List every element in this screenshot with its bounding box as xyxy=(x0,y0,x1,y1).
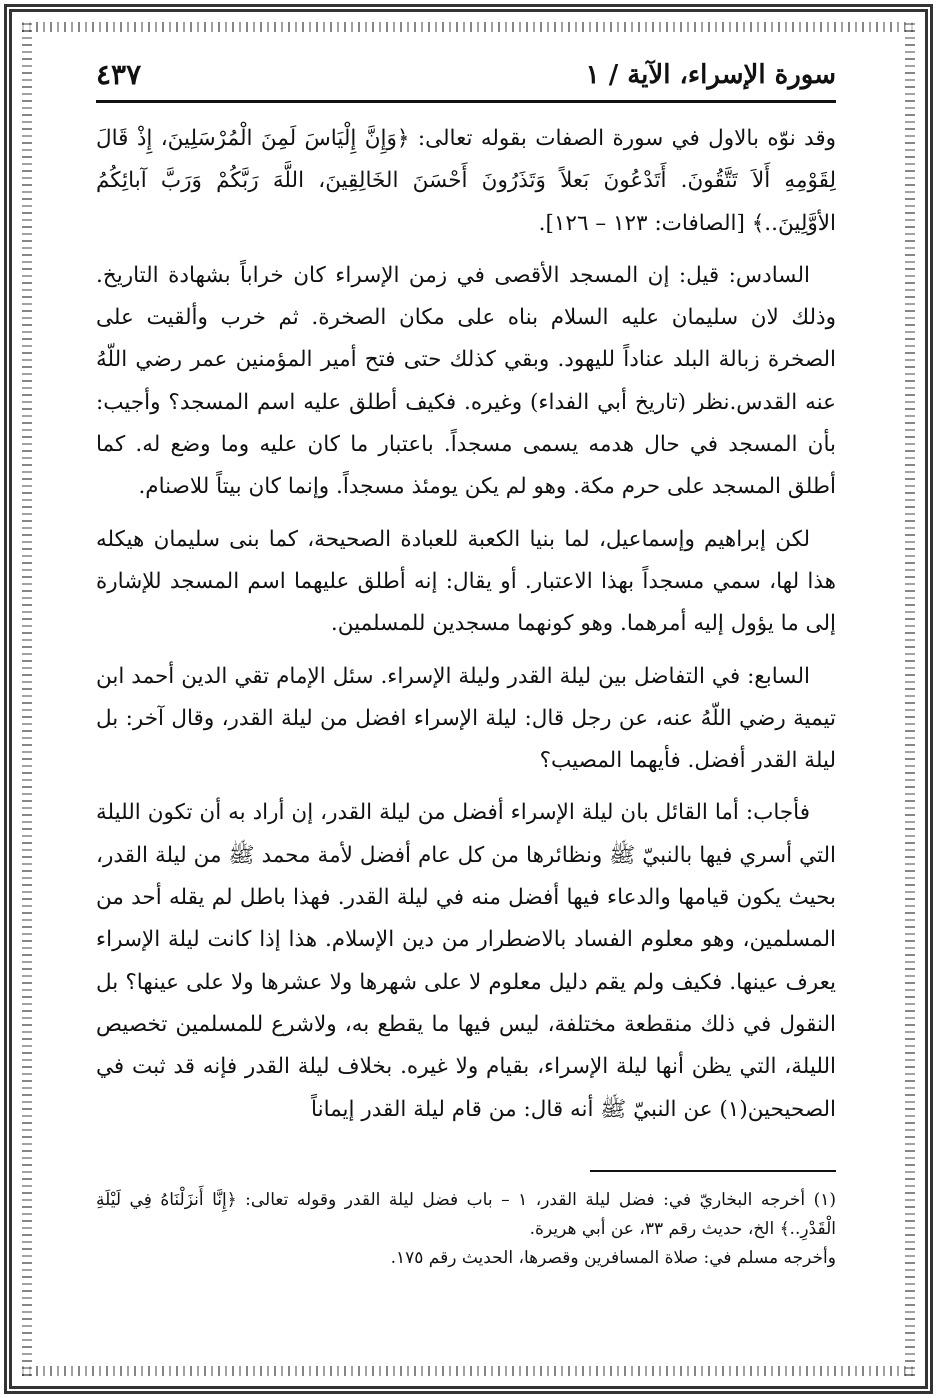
paragraph-2: السادس: قيل: إن المسجد الأقصى في زمن الإسراء كان خراباً بشهادة التاريخ. وذلك لان سليمان عليه السلام بناه على مكان الصخرة. ثم خرب وألقيت على الصخرة زبالة البلد عناداً لليهود. وبقي كذلك حتى فتح أمير المؤمنين عمر رضي اللّهُ عنه القدس.نظر (تاريخ أبي الفداء) وغيره. فكيف أطلق عليه اسم المسجد؟ وأجيب: بأن المسجد في حال هدمه يسمى مسجداً. باعتبار ما كان عليه وما وضع له. كما أطلق المسجد على حرم مكة. وهو لم يكن يومئذ مسجداً. وإنما كان بيتاً للاصنام. xyxy=(96,262,836,500)
footnote-2: وأخرجه مسلم في: صلاة المسافرين وقصرها، الحديث رقم ١٧٥. xyxy=(390,1248,836,1268)
ornamental-border-bottom xyxy=(22,1366,915,1376)
ornamental-border-left xyxy=(22,22,32,1376)
ornamental-border-right xyxy=(905,22,915,1376)
paragraph-1: وقد نوّه بالاول في سورة الصفات بقوله تعالى: ﴿وَإِنَّ إِلْيَاسَ لَمِنَ الْمُرْسَلِينَ، إِذْ قَالَ لِقَوْمِهِ أَلاَ تَتَّقُونَ. أَتَدْعُونَ بَعلاً وَتَذَرُونَ أَحْسَنَ الخَالِقِينَ، اللَّهَ رَبَّكُمْ وَرَبَّ آبائِكُمُ الأوَّلِينَ..﴾ [الصافات: ١٢٣ – ١٢٦]. xyxy=(96,126,836,236)
ornamental-border-top xyxy=(22,22,915,32)
running-title: سورة الإسراء، الآية / ١ xyxy=(585,60,836,90)
page-number: ٤٣٧ xyxy=(96,58,142,91)
footnotes xyxy=(96,1186,836,1273)
main-text xyxy=(96,118,836,1141)
paragraph-4: السابع: في التفاضل بين ليلة القدر وليلة الإسراء. سئل الإمام تقي الدين أحمد ابن تيمية رضي اللّهُ عنه، عن رجل قال: ليلة الإسراء افضل من ليلة القدر، وقال آخر: بل ليلة القدر أفضل. فأيهما المصيب؟ xyxy=(96,663,836,774)
page-header xyxy=(96,56,836,102)
paragraph-5: فأجاب: أما القائل بان ليلة الإسراء أفضل من ليلة القدر، إن أراد به أن تكون الليلة التي أسري فيها بالنبيّ ﷺ ونظائرها من كل عام أفضل لأمة محمد ﷺ من ليلة القدر، بحيث يكون قيامها والدعاء فيها أفضل منه في ليلة القدر. فهذا باطل لم يقله أحد من المسلمين، وهو معلوم الفساد بالاضطرار من دين الإسلام. هذا إذا كانت ليلة الإسراء يعرف عينها. فكيف ولم يقم دليل معلوم لا على شهرها ولا عشرها ولا على عينها؟ بل النقول في ذلك منقطعة مختلفة، ليس فيها ما يقطع به، ولاشرع للمسلمين تخصيص الليلة، التي يظن أنها ليلة الإسراء، بقيام ولا غيره. بخلاف ليلة القدر فإنه قد ثبت في الصحيحين(١) عن النبيّ ﷺ أنه قال: من قام ليلة القدر إيماناً xyxy=(96,800,836,1122)
paragraph-3: لكن إبراهيم وإسماعيل، لما بنيا الكعبة للعبادة الصحيحة، كما بنى سليمان هيكله هذا لها، سمي مسجداً بهذا الاعتبار. أو يقال: إنه أطلق عليهما اسم المسجد للإشارة إلى ما يؤول إليه أمرهما. وهو كونهما مسجدين للمسلمين. xyxy=(96,526,836,637)
footnote-rule xyxy=(590,1170,836,1172)
footnote-1: (١) أخرجه البخاريّ في: فضل ليلة القدر، ١ – باب فضل ليلة القدر وقوله تعالى: ﴿إِنَّا أَنزَلْنَاهُ فِي لَيْلَةِ الْقَدْرِ..﴾ الخ، حديث رقم ٣٣، عن أبي هريرة. xyxy=(96,1190,837,1239)
header-rule xyxy=(96,100,836,103)
